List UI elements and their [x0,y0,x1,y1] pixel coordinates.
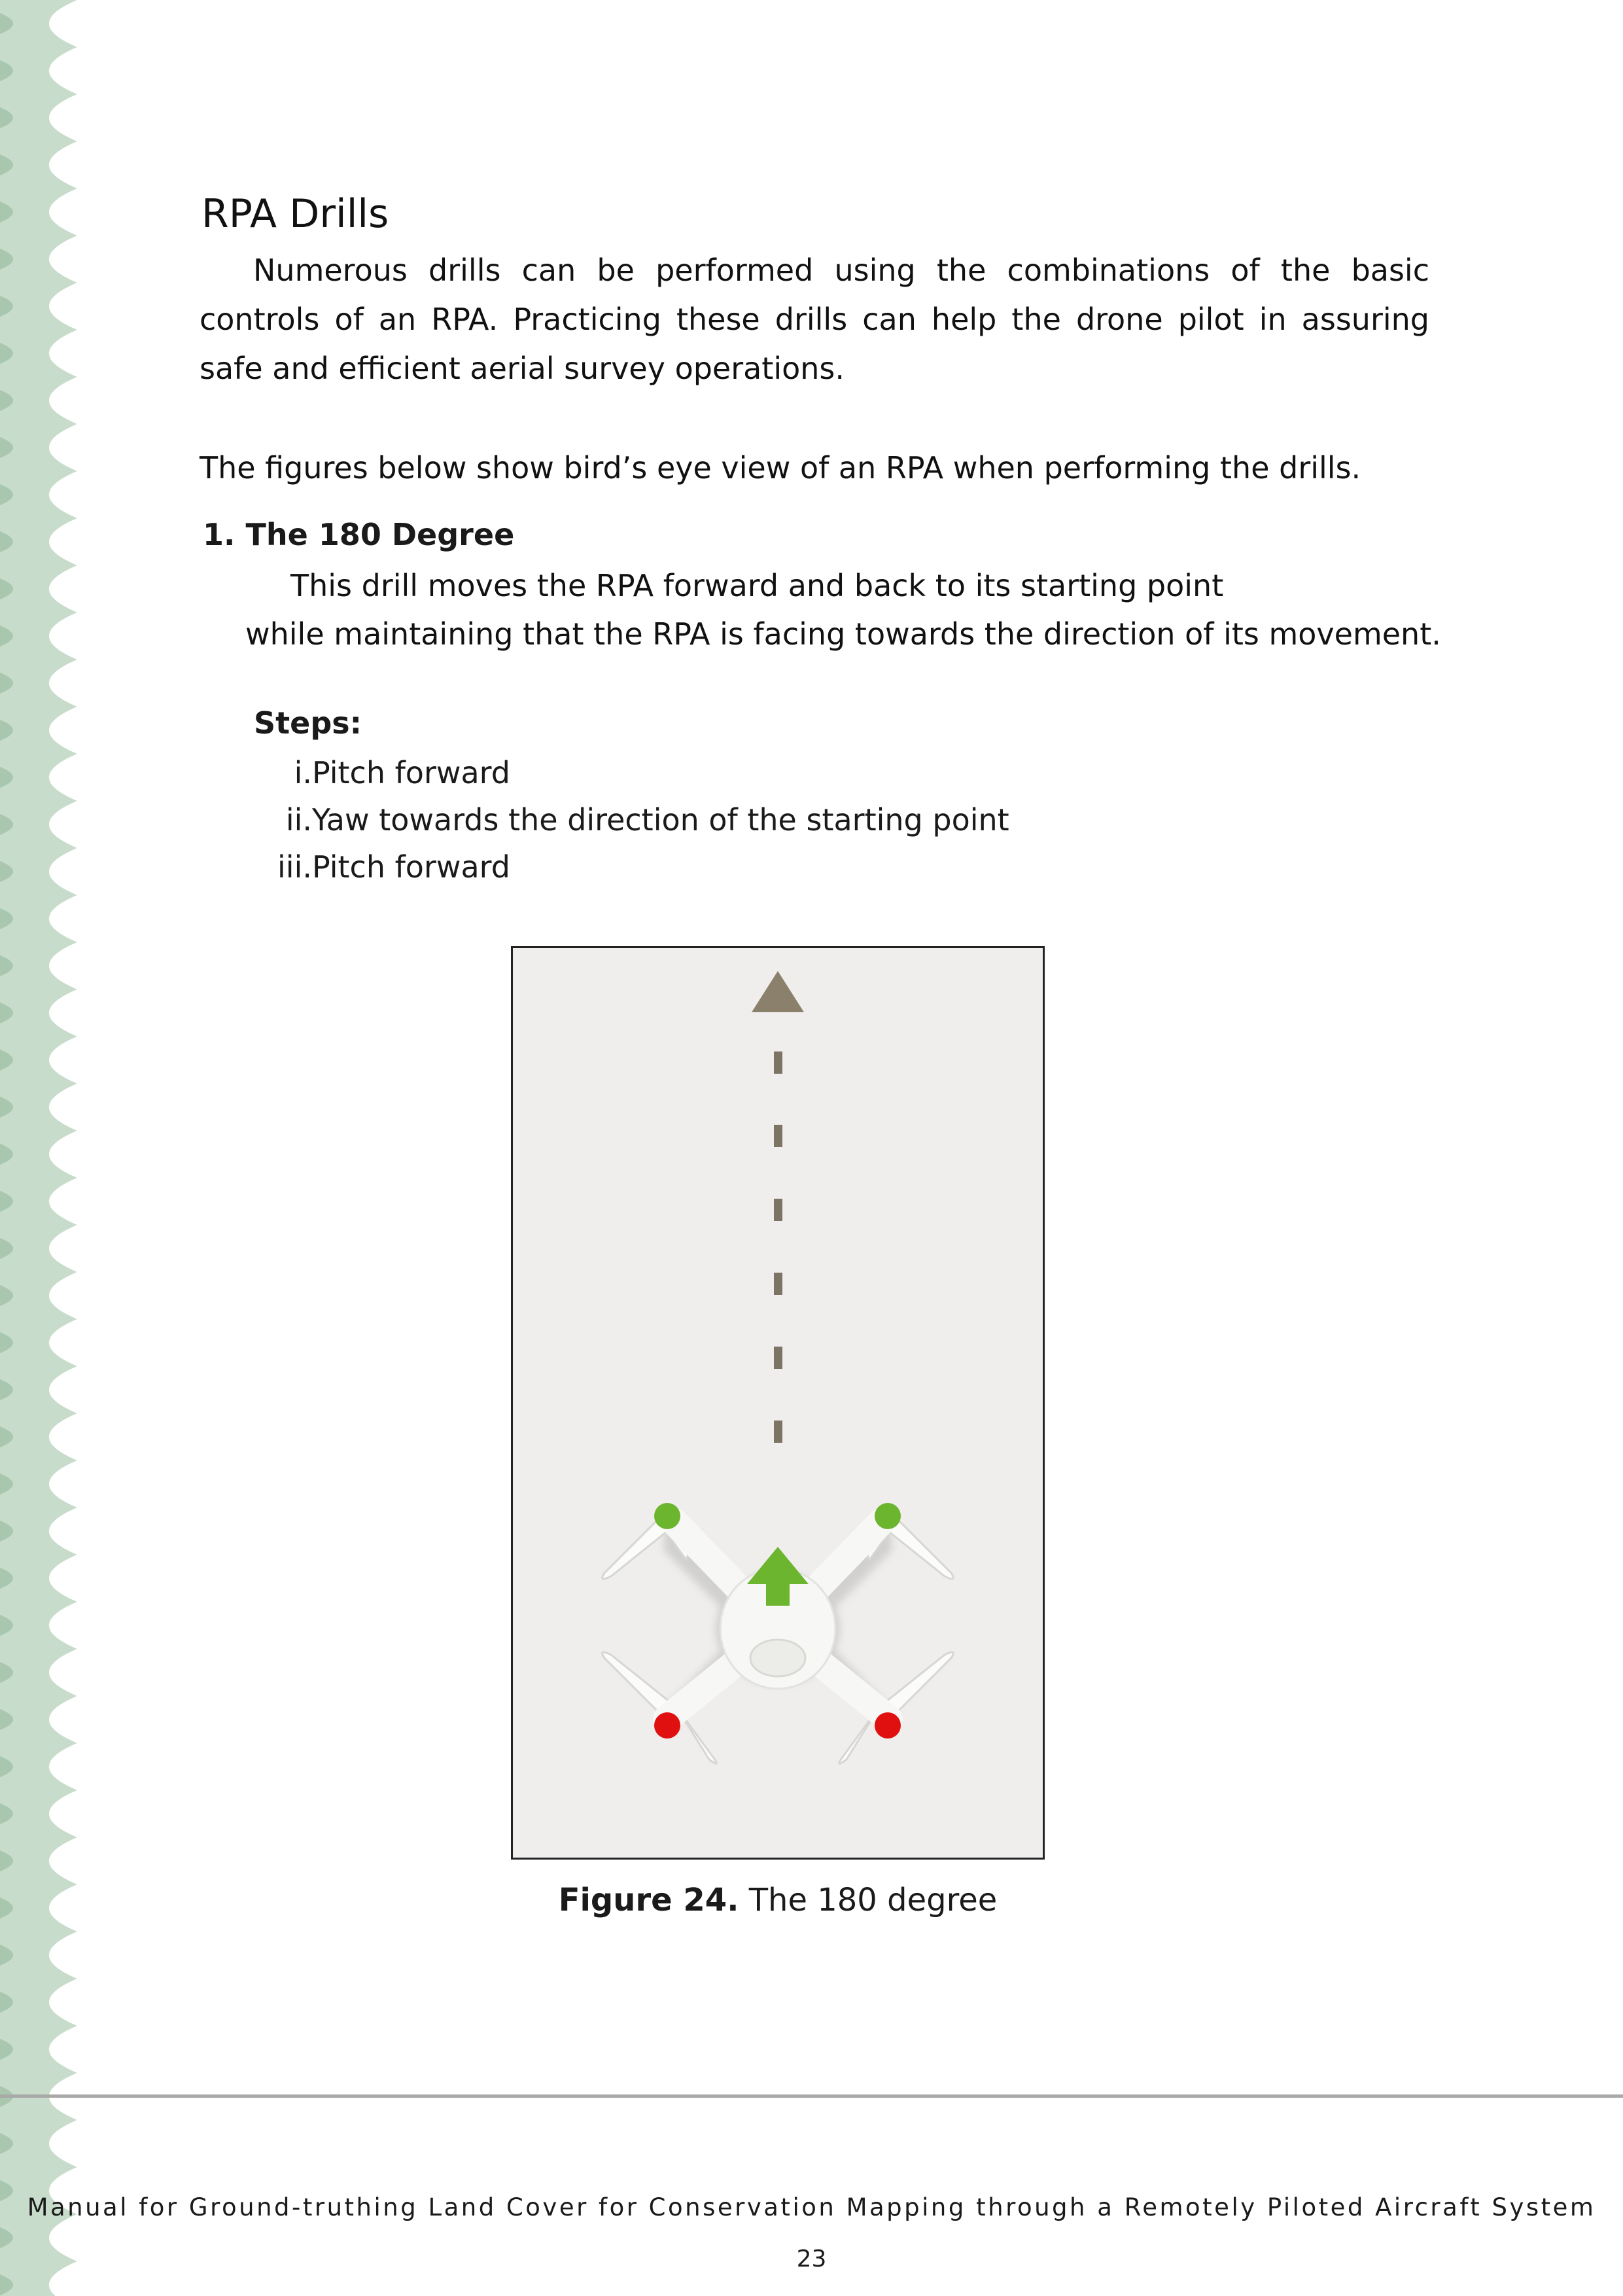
path-arrowhead-icon [752,971,804,1012]
step-number: iii. [277,849,312,885]
drill-heading: 1. The 180 Degree [203,517,515,552]
page-number: 23 [796,2246,827,2272]
steps-label: Steps: [254,705,362,741]
step-number: ii. [285,802,312,838]
step-text: Pitch forward [312,755,510,790]
list-item [262,749,1009,796]
drone-diagram [513,948,1043,1858]
drill-description-line-1: This drill moves the RPA forward and back to its starting point [290,568,1224,603]
decorative-side-border [0,0,79,2296]
rear-left-motor-icon [654,1712,680,1739]
figure-caption-text: The 180 degree [739,1882,998,1918]
footer-text: Manual for Ground-truthing Land Cover for Conservation Mapping through a Remotely Piloted Aircraft System [27,2193,1596,2221]
figure-24 [511,946,1045,1860]
drone-icon [602,1503,954,1763]
steps-list [262,749,1009,891]
step-text: Yaw towards the direction of the starting point [312,802,1009,838]
drill-description-line-2: while maintaining that the RPA is facing towards the direction of its movement. [245,616,1441,652]
rear-right-motor-icon [875,1712,901,1739]
figure-caption [511,1882,1045,1918]
list-item [262,843,1009,891]
step-text: Pitch forward [312,849,510,885]
path-dashes [774,1051,782,1443]
list-item [262,796,1009,843]
front-right-motor-icon [875,1503,901,1529]
footer-divider [0,2094,1623,2098]
front-left-motor-icon [654,1503,680,1529]
figure-caption-label: Figure 24. [558,1882,739,1918]
step-number: i. [294,755,312,790]
section-title: RPA Drills [201,191,389,237]
intro-paragraph: Numerous drills can be performed using the combinations of the basic controls of an RPA. Practicing these drills can help the drone pilot in assuring safe and efficient aerial survey operations. [200,253,1429,386]
figures-note: The figures below show bird’s eye view of an RPA when performing the drills. [200,450,1361,486]
